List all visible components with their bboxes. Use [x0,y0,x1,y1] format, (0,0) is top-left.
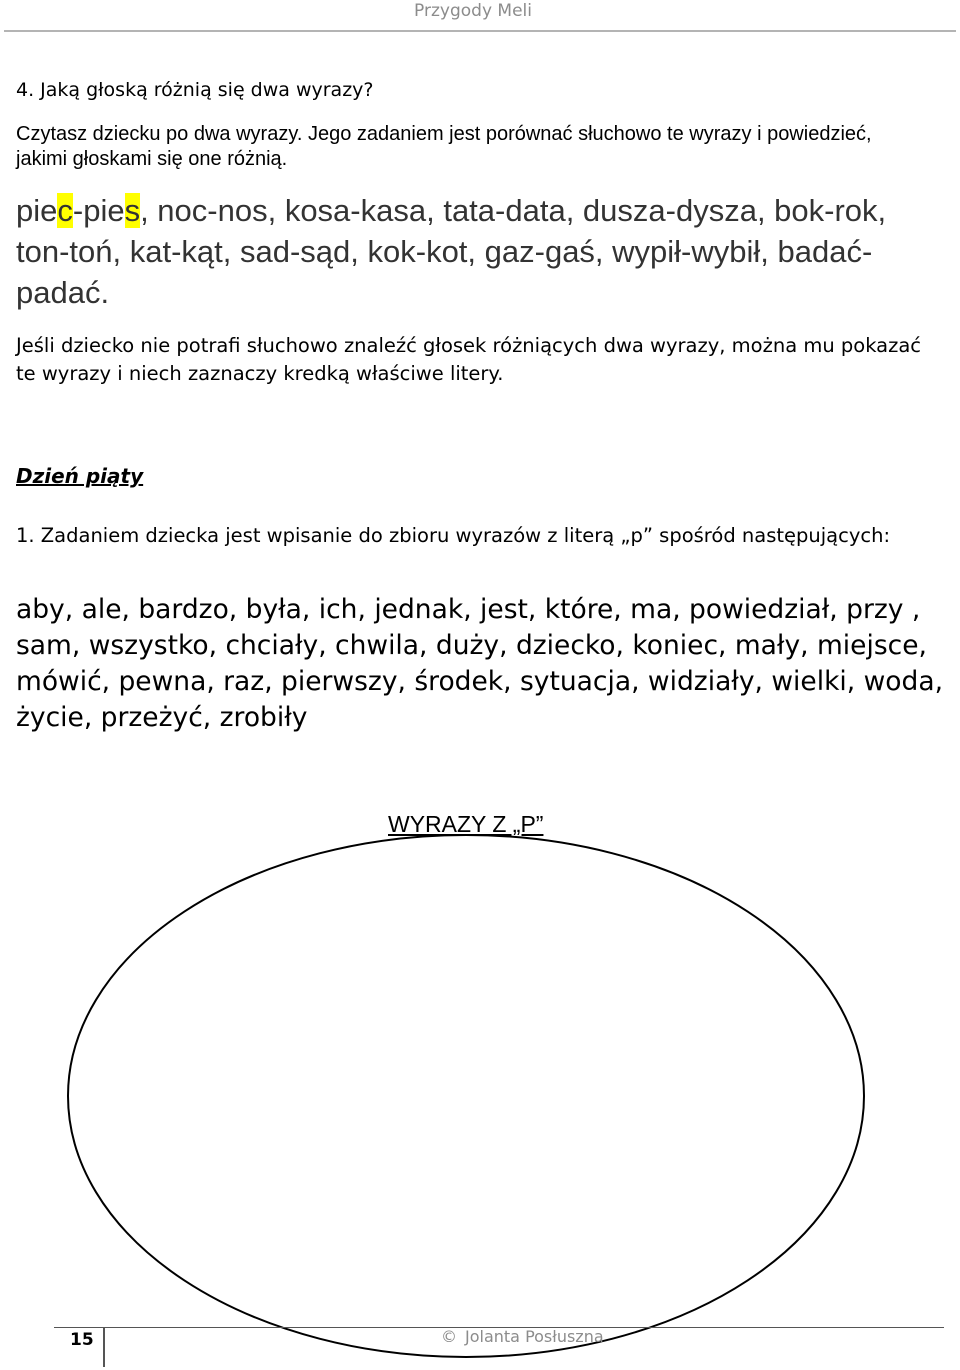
word-list: aby, ale, bardzo, była, ich, jednak, jest, które, ma, powiedział, przy , sam, wszystko, chciały, chwila, duży, dziecko, koniec, mały, miejsce, mówić, pewna, raz, pierwszy, środek, sytuacja, widziały, wielki, woda, życie, przeżyć, zrobiły [16,594,943,733]
footer-copyright [441,1327,604,1347]
pair-text-rest: , noc-nos, kosa-kasa, tata-data, dusza-dysza, bok-rok, ton-toń, kat-kąt, sad-sąd, kok-kot, gaz-gaś, wypił-wybił, badać-padać. [16,193,887,310]
task-1-instruction: 1. Zadaniem dziecka jest wpisanie do zbioru wyrazów z literą „p” spośród następujących: [16,524,891,547]
day-5-heading: Dzień piąty [16,464,144,488]
footer-separator [103,1327,105,1367]
question-4-intro: Czytasz dziecku po dwa wyrazy. Jego zadaniem jest porównać słuchowo te wyrazy i powiedzieć, jakimi głoskami się one różnią. [16,123,872,170]
highlighted-letter: c [57,193,73,228]
pair-text-part: -pie [72,193,125,228]
question-4-note: Jeśli dziecko nie potrafi słuchowo znaleźć głosek różniących dwa wyrazy, można mu pokazać te wyrazy i niech zaznaczy kredką właściwe litery. [16,334,922,385]
copyright-icon: © [441,1327,457,1346]
page-number: 15 [70,1330,94,1350]
highlighted-letter: s [124,193,141,228]
pair-text-part: pie [16,193,58,228]
running-header-title: Przygody Meli [414,1,532,21]
ellipse-label: WYRAZY Z „P” [388,811,544,837]
question-4-heading: 4. Jaką głoską różnią się dwa wyrazy? [16,79,374,101]
author-name: Jolanta Posłuszna [465,1327,604,1346]
